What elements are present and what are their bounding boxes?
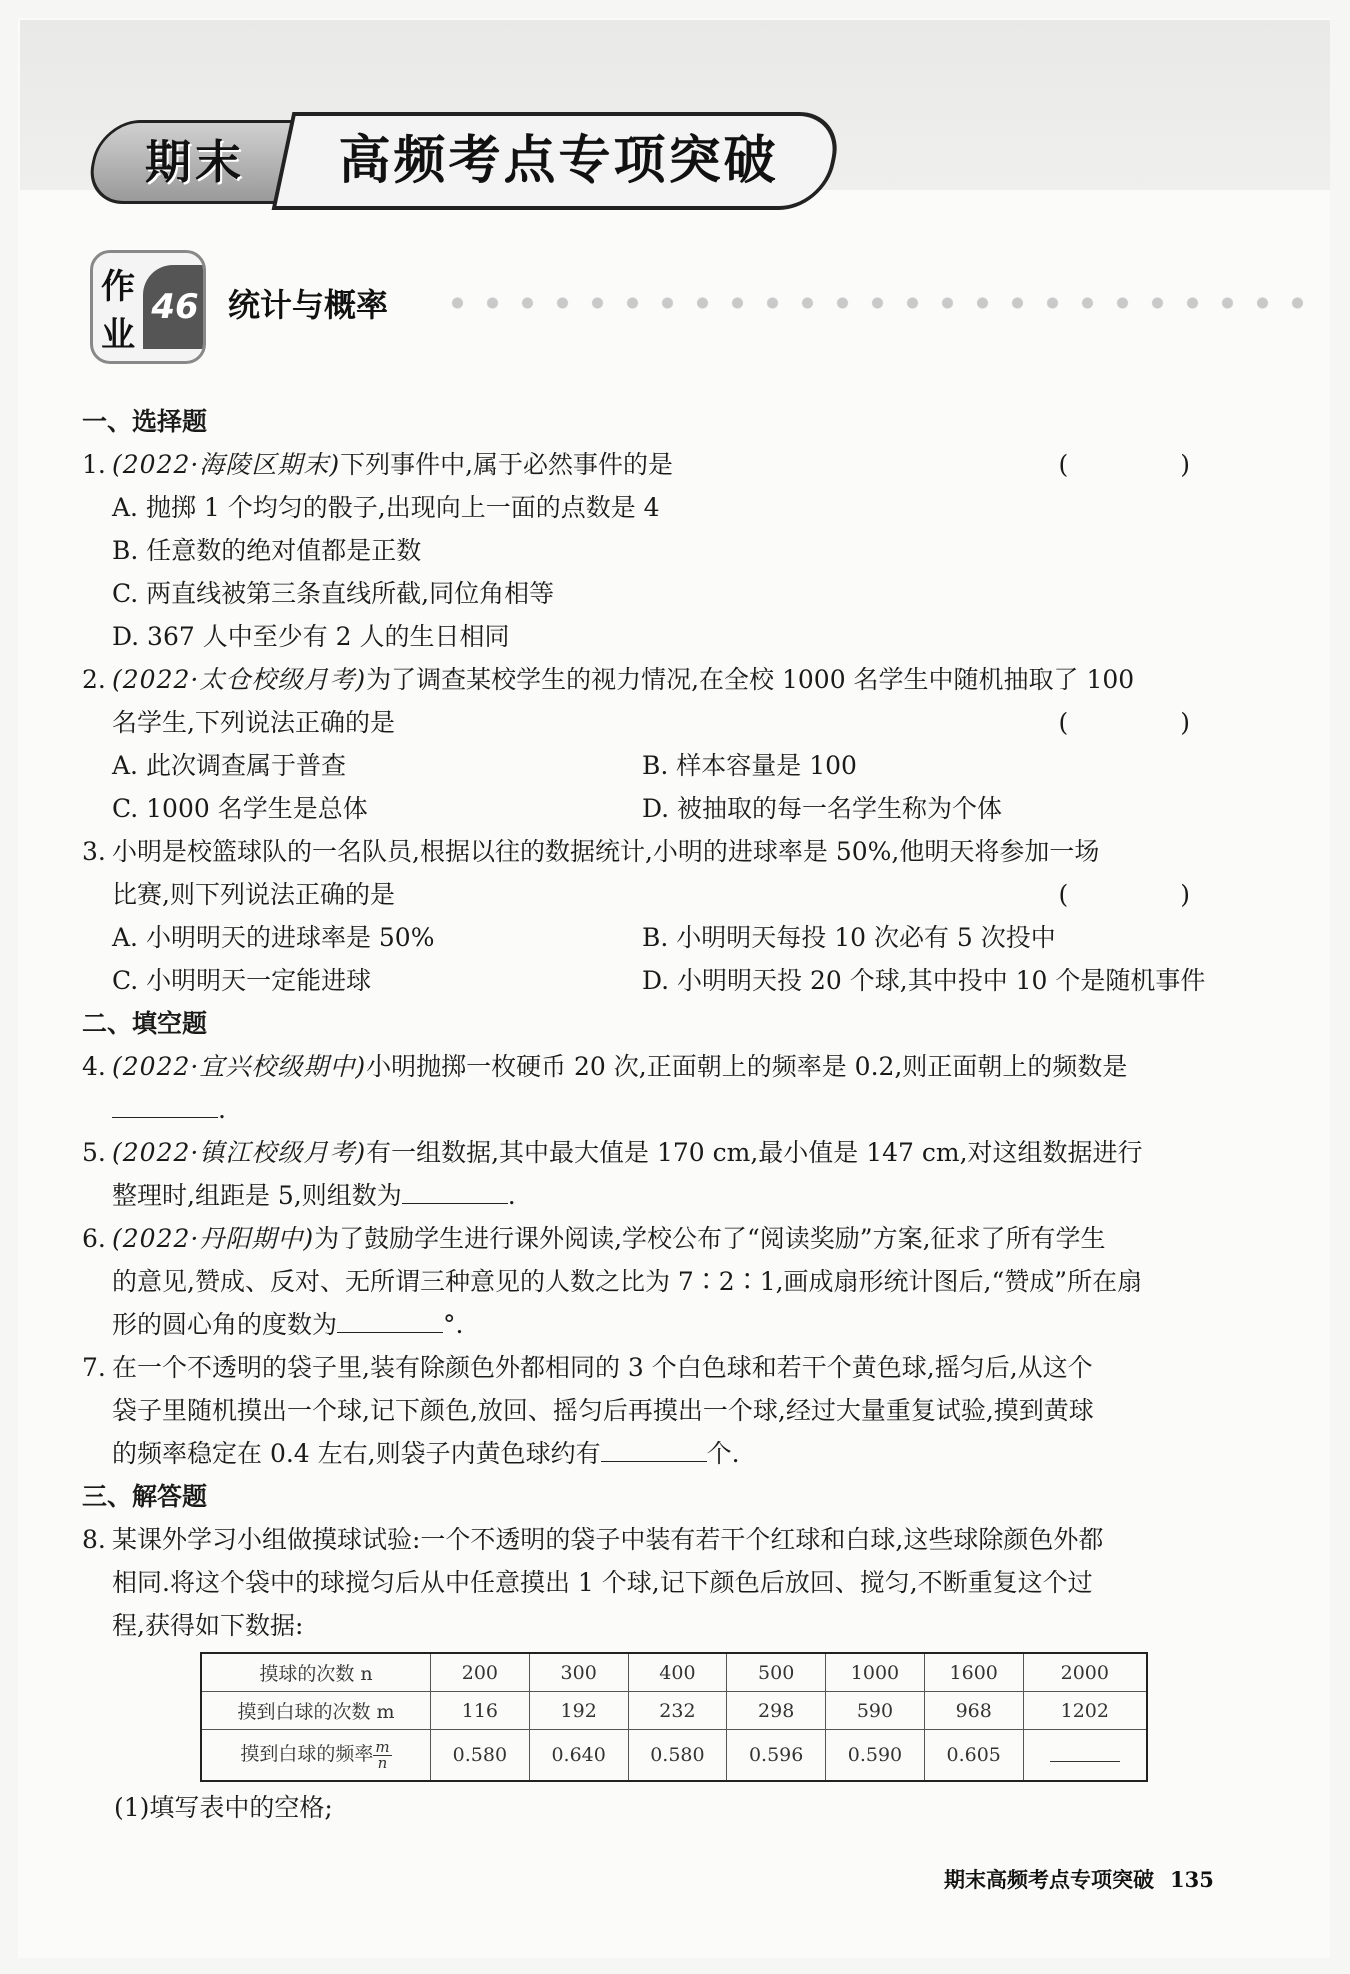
footer-text: 期末高频考点专项突破 bbox=[944, 1868, 1154, 1892]
table-cell: 192 bbox=[529, 1692, 628, 1730]
question-number: 8. bbox=[82, 1525, 106, 1554]
question-number: 6. bbox=[82, 1224, 106, 1253]
table-cell: 300 bbox=[529, 1653, 628, 1692]
assignment-title: 统计与概率 bbox=[228, 286, 389, 324]
answer-paren: ( ) bbox=[1058, 880, 1242, 909]
section-heading-solve: 三、解答题 bbox=[82, 1482, 208, 1511]
question-text: 下列事件中,属于必然事件的是 bbox=[340, 450, 674, 479]
options-row bbox=[82, 744, 1252, 787]
question-source: (2022·镇江校级月考) bbox=[112, 1138, 367, 1167]
question-4 bbox=[82, 1045, 1252, 1088]
option-a: A. 此次调查属于普查 bbox=[112, 751, 346, 780]
answer-blank[interactable] bbox=[112, 1091, 218, 1118]
question-6-cont bbox=[82, 1260, 1252, 1303]
option-c: C. 两直线被第三条直线所截,同位角相等 bbox=[112, 579, 555, 608]
table-cell: 0.590 bbox=[826, 1730, 925, 1782]
option-b: B. 样本容量是 100 bbox=[642, 751, 857, 780]
answer-blank[interactable] bbox=[402, 1177, 508, 1204]
question-number: 5. bbox=[82, 1138, 106, 1167]
question-source: (2022·太仓校级月考) bbox=[112, 665, 367, 694]
table-row bbox=[201, 1730, 1147, 1782]
experiment-table bbox=[200, 1652, 1148, 1782]
question-4-cont bbox=[82, 1088, 1252, 1131]
question-text: 为了调查某校学生的视力情况,在全校 1000 名学生中随机抽取了 100 bbox=[366, 665, 1135, 694]
dotted-divider bbox=[440, 296, 1320, 310]
option-b: B. 小明明天每投 10 次必有 5 次投中 bbox=[642, 923, 1056, 952]
answer-paren: ( ) bbox=[1058, 450, 1242, 479]
option-d: D. 被抽取的每一名学生称为个体 bbox=[642, 794, 1003, 823]
table-cell: 400 bbox=[628, 1653, 727, 1692]
assignment-badge bbox=[90, 250, 206, 364]
table-cell: 116 bbox=[431, 1692, 530, 1730]
option-c: C. 1000 名学生是总体 bbox=[112, 794, 368, 823]
question-8-cont bbox=[82, 1561, 1252, 1604]
question-number: 1. bbox=[82, 450, 106, 479]
question-text: 某课外学习小组做摸球试验:一个不透明的袋子中装有若干个红球和白球,这些球除颜色外都 bbox=[112, 1525, 1104, 1554]
question-1 bbox=[82, 443, 1252, 486]
assignment-label-top: 作 bbox=[101, 267, 135, 307]
table-cell: 232 bbox=[628, 1692, 727, 1730]
question-number: 4. bbox=[82, 1052, 106, 1081]
fraction-denominator: n bbox=[377, 1753, 388, 1772]
question-end: . bbox=[507, 1181, 516, 1210]
question-text: 为了鼓励学生进行课外阅读,学校公布了“阅读奖励”方案,征求了所有学生 bbox=[314, 1224, 1106, 1253]
option-d: D. 367 人中至少有 2 人的生日相同 bbox=[112, 622, 510, 651]
question-text: 相同.将这个袋中的球搅匀后从中任意摸出 1 个球,记下颜色后放回、搅匀,不断重复这个过 bbox=[112, 1568, 1093, 1597]
question-5 bbox=[82, 1131, 1252, 1174]
question-text: 的频率稳定在 0.4 左右,则袋子内黄色球约有 bbox=[112, 1439, 601, 1468]
table-cell: 590 bbox=[826, 1692, 925, 1730]
question-end: . bbox=[218, 1095, 226, 1124]
table-cell: 1600 bbox=[924, 1653, 1023, 1692]
worksheet-content bbox=[82, 400, 1252, 1647]
question-number: 7. bbox=[82, 1353, 106, 1382]
banner-tag-text: 期末 bbox=[145, 135, 245, 189]
question-6 bbox=[82, 1217, 1252, 1260]
banner-title bbox=[272, 112, 846, 210]
table-cell: 0.596 bbox=[727, 1730, 826, 1782]
table-cell: 2000 bbox=[1023, 1653, 1147, 1692]
answer-blank[interactable] bbox=[1050, 1743, 1120, 1762]
page-number: 135 bbox=[1170, 1867, 1214, 1892]
assignment-label-bottom: 业 bbox=[101, 315, 135, 355]
question-source: (2022·宜兴校级期中) bbox=[112, 1052, 367, 1081]
question-8 bbox=[82, 1518, 1252, 1561]
question-8-cont bbox=[82, 1604, 1252, 1647]
table-cell: 298 bbox=[727, 1692, 826, 1730]
section-heading-choice: 一、选择题 bbox=[82, 407, 208, 436]
row-header: 摸球的次数 n bbox=[201, 1653, 431, 1692]
table-cell bbox=[1023, 1730, 1147, 1782]
question-source: (2022·丹阳期中) bbox=[112, 1224, 315, 1253]
section-heading-fill: 二、填空题 bbox=[82, 1009, 208, 1038]
question-end: °. bbox=[443, 1310, 464, 1339]
option-c: C. 小明明天一定能进球 bbox=[112, 966, 372, 995]
table-cell: 500 bbox=[727, 1653, 826, 1692]
chapter-banner bbox=[92, 112, 827, 206]
table-cell: 0.580 bbox=[431, 1730, 530, 1782]
question-number: 3. bbox=[82, 837, 106, 866]
table-cell: 0.605 bbox=[924, 1730, 1023, 1782]
question-text: 袋子里随机摸出一个球,记下颜色,放回、摇匀后再摸出一个球,经过大量重复试验,摸到黄球 bbox=[112, 1396, 1094, 1425]
fraction-numerator: m bbox=[375, 1737, 390, 1756]
question-text: 名学生,下列说法正确的是 bbox=[112, 708, 395, 737]
option-d: D. 小明明天投 20 个球,其中投中 10 个是随机事件 bbox=[642, 966, 1206, 995]
question-text: 小明抛掷一枚硬币 20 次,正面朝上的频率是 0.2,则正面朝上的频数是 bbox=[366, 1052, 1128, 1081]
option-a: A. 抛掷 1 个均匀的骰子,出现向上一面的点数是 4 bbox=[112, 493, 660, 522]
answer-blank[interactable] bbox=[337, 1306, 443, 1333]
table-cell: 968 bbox=[924, 1692, 1023, 1730]
table-cell: 1000 bbox=[826, 1653, 925, 1692]
question-6-cont bbox=[82, 1303, 1252, 1346]
table-cell: 0.640 bbox=[529, 1730, 628, 1782]
options-row bbox=[82, 959, 1252, 1002]
row-header: 摸到白球的次数 m bbox=[201, 1692, 431, 1730]
question-2-cont bbox=[82, 701, 1252, 744]
question-5-cont bbox=[82, 1174, 1252, 1217]
question-3 bbox=[82, 830, 1252, 873]
table-cell: 0.580 bbox=[628, 1730, 727, 1782]
question-text: 程,获得如下数据: bbox=[112, 1611, 304, 1640]
question-text: 小明是校篮球队的一名队员,根据以往的数据统计,小明的进球率是 50%,他明天将参加一场 bbox=[112, 837, 1100, 866]
banner-tag bbox=[83, 120, 307, 204]
answer-blank[interactable] bbox=[601, 1435, 707, 1462]
row-header bbox=[201, 1730, 431, 1782]
option-b: B. 任意数的绝对值都是正数 bbox=[112, 536, 422, 565]
option-a: A. 小明明天的进球率是 50% bbox=[112, 923, 435, 952]
table-cell: 200 bbox=[431, 1653, 530, 1692]
options-row bbox=[82, 916, 1252, 959]
fraction-m-over-n bbox=[373, 1737, 391, 1772]
row-header-text: 摸到白球的频率 bbox=[240, 1743, 374, 1766]
options-row bbox=[82, 787, 1252, 830]
subquestion-1: (1)填写表中的空格; bbox=[114, 1793, 333, 1822]
banner-title-text: 高频考点专项突破 bbox=[338, 131, 779, 191]
question-7 bbox=[82, 1346, 1252, 1389]
question-text: 有一组数据,其中最大值是 170 cm,最小值是 147 cm,对这组数据进行 bbox=[366, 1138, 1143, 1167]
question-7-cont bbox=[82, 1432, 1252, 1475]
answer-paren: ( ) bbox=[1058, 708, 1242, 737]
question-3-cont bbox=[82, 873, 1252, 916]
table-cell: 1202 bbox=[1023, 1692, 1147, 1730]
question-text: 比赛,则下列说法正确的是 bbox=[112, 880, 395, 909]
question-2 bbox=[82, 658, 1252, 701]
question-text: 形的圆心角的度数为 bbox=[112, 1310, 338, 1339]
question-text: 在一个不透明的袋子里,装有除颜色外都相同的 3 个白色球和若干个黄色球,摇匀后,从这个 bbox=[112, 1353, 1093, 1382]
question-text: 的意见,赞成、反对、无所谓三种意见的人数之比为 7∶2∶1,画成扇形统计图后,“赞成”所在扇 bbox=[112, 1267, 1143, 1296]
page-footer bbox=[944, 1864, 1214, 1894]
question-number: 2. bbox=[82, 665, 106, 694]
assignment-number: 46 bbox=[143, 265, 206, 349]
table-row bbox=[201, 1692, 1147, 1730]
question-source: (2022·海陵区期末) bbox=[112, 450, 341, 479]
table-row bbox=[201, 1653, 1147, 1692]
question-7-cont bbox=[82, 1389, 1252, 1432]
question-text: 整理时,组距是 5,则组数为 bbox=[112, 1181, 402, 1210]
question-end: 个. bbox=[706, 1439, 740, 1468]
